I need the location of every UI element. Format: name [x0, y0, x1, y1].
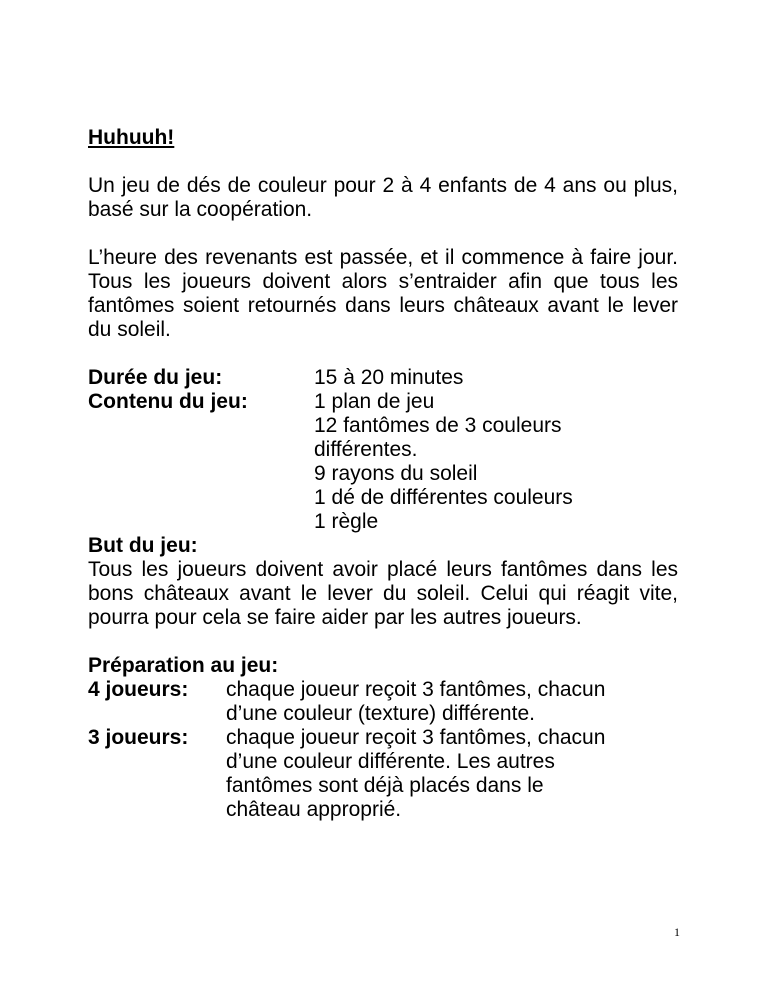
document-title: Huhuuh!	[88, 126, 175, 149]
contents-item: différentes.	[314, 438, 418, 461]
contents-label: Contenu du jeu:	[88, 390, 248, 413]
three-players-label: 3 joueurs:	[88, 726, 189, 749]
duration-value: 15 à 20 minutes	[314, 366, 464, 389]
four-players-line: d’une couleur (texture) différente.	[226, 702, 535, 725]
three-players-text	[226, 726, 605, 822]
four-players-text	[226, 678, 605, 726]
story-paragraph: L’heure des revenants est passée, et il commence à faire jour. Tous les joueurs doivent alors s’entraider afin que tous les fantômes soient retournés dans leurs châteaux avant le lever du soleil.	[88, 246, 678, 341]
contents-item: 12 fantômes de 3 couleurs	[314, 414, 562, 437]
three-players-line: fantômes sont déjà placés dans le	[226, 774, 544, 797]
page-number: 1	[674, 925, 680, 939]
four-players-label: 4 joueurs:	[88, 678, 189, 701]
contents-item: 9 rayons du soleil	[314, 462, 478, 485]
goal-text: Tous les joueurs doivent avoir placé leurs fantômes dans les bons châteaux avant le lever du soleil. Celui qui réagit vite, pourra pour cela se faire aider par les autres joueurs.	[88, 558, 678, 629]
three-players-line: chaque joueur reçoit 3 fantômes, chacun	[226, 726, 606, 749]
contents-list	[314, 390, 573, 534]
contents-item: 1 plan de jeu	[314, 390, 435, 413]
contents-item: 1 règle	[314, 510, 379, 533]
intro-paragraph: Un jeu de dés de couleur pour 2 à 4 enfants de 4 ans ou plus, basé sur la coopération.	[88, 174, 678, 221]
three-players-line: d’une couleur différente. Les autres	[226, 750, 555, 773]
four-players-line: chaque joueur reçoit 3 fantômes, chacun	[226, 678, 606, 701]
contents-item: 1 dé de différentes couleurs	[314, 486, 573, 509]
goal-label: But du jeu:	[88, 534, 198, 557]
three-players-line: château approprié.	[226, 798, 402, 821]
duration-label: Durée du jeu:	[88, 366, 223, 389]
preparation-title: Préparation au jeu:	[88, 654, 279, 677]
